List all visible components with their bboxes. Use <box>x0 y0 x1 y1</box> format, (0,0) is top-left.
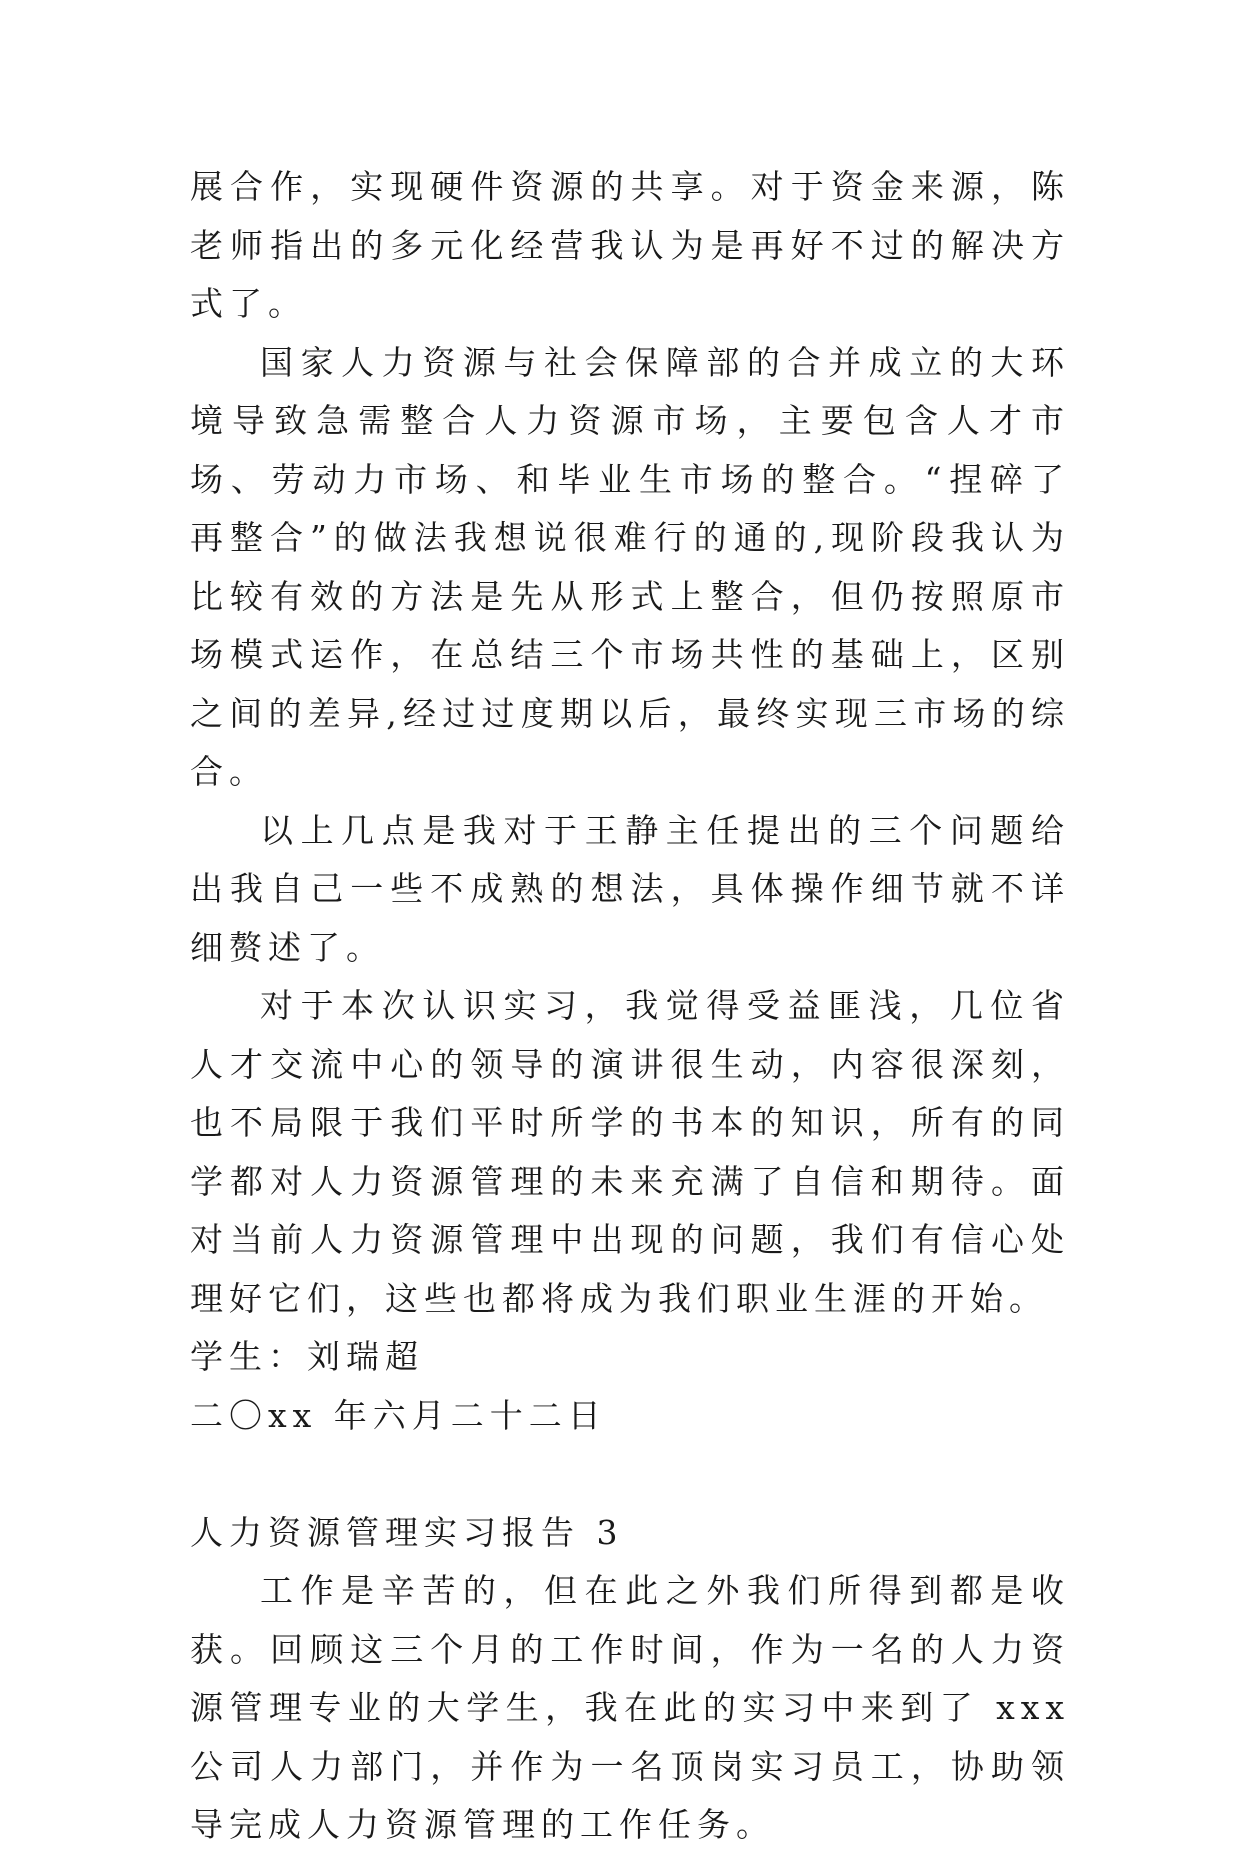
paragraph-reflection: 对于本次认识实习，我觉得受益匪浅，几位省人才交流中心的领导的演讲很生动，内容很深刻，也不局限于我们平时所学的书本的知识，所有的同学都对人力资源管理的未来充满了自信和期待。面对当前人力资源管理中出现的问题，我们有信心处理好它们，这些也都将成为我们职业生涯的开始。 <box>190 986 1070 1318</box>
signature-date: 二〇xx 年六月二十二日 <box>190 1395 607 1435</box>
signature-student: 学生：刘瑞超 <box>190 1337 424 1376</box>
paragraph-summary: 以上几点是我对于王静主任提出的三个问题给出我自己一些不成熟的想法，具体操作细节就不详细赘述了。 <box>190 810 1070 967</box>
paragraph-continued: 展合作，实现硬件资源的共享。对于资金来源，陈老师指出的多元化经营我认为是再好不过的解决方式了。 <box>190 167 1070 323</box>
paragraph-section-intro: 工作是辛苦的，但在此之外我们所得到都是收获。回顾这三个月的工作时间，作为一名的人力资源管理专业的大学生，我在此的实习中来到了 xxx 公司人力部门，并作为一名顶岗实习员工，协助领导完成人力资源管理的工作任务。 <box>190 1571 1070 1844</box>
paragraph-market-integration: 国家人力资源与社会保障部的合并成立的大环境导致急需整合人力资源市场，主要包含人才市场、劳动力市场、和毕业生市场的整合。“捏碎了再整合”的做法我想说很难行的通的,现阶段我认为比较有效的方法是先从形式上整合，但仍按照原市场模式运作，在总结三个市场共性的基础上，区别之间的差异,经过过度期以后，最终实现三市场的综合。 <box>190 342 1070 791</box>
document-body <box>190 158 1070 1855</box>
blank-line <box>190 1445 1070 1504</box>
section-title: 人力资源管理实习报告 3 <box>190 1512 624 1552</box>
